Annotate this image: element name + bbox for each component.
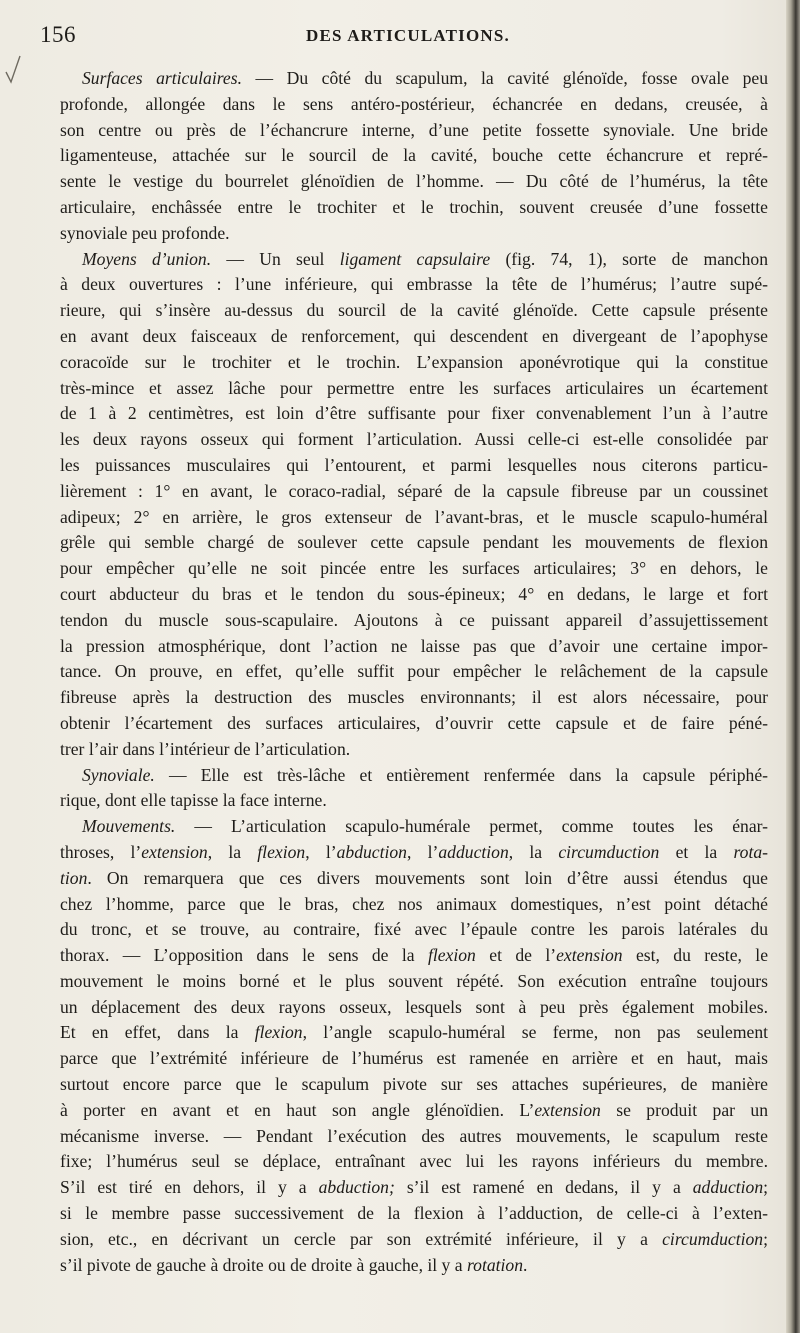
- italic-term: flexion: [257, 841, 306, 862]
- text-run: rieure, qui s’insère au-dessus du sourcil de la cavité glénoïde. Cette capsule présente: [60, 300, 768, 321]
- text-line: [60, 969, 768, 995]
- text-run: . On remarquera que ces divers mouvements sont loin d’être aussi étendus que: [87, 867, 768, 888]
- text-run: du tronc, et se trouve, au contraire, fixé avec l’épaule contre les parois latérales du: [60, 919, 768, 940]
- text-run: mouvement le moins borné et le plus souvent répété. Son exécution entraîne toujours: [60, 970, 768, 991]
- text-line: [60, 530, 768, 556]
- text-line: [60, 892, 768, 918]
- text-run: Et en effet, dans la: [60, 1022, 255, 1043]
- text-line: [60, 298, 768, 324]
- text-run: ;: [763, 1228, 768, 1249]
- page-header: [38, 18, 778, 58]
- text-line: [60, 169, 768, 195]
- text-run: sion, etc., en décrivant un cercle par son extrémité inférieure, il y a: [60, 1228, 663, 1249]
- italic-term: Synoviale.: [82, 764, 155, 785]
- text-line: [60, 814, 768, 840]
- text-run: , l’: [305, 841, 337, 862]
- body-text: [60, 66, 769, 1275]
- text-run: très-mince et assez lâche pour permettre entre les surfaces articulaires un écartement: [60, 377, 768, 398]
- text-run: tance. On prouve, en effet, qu’elle suffit pour empêcher le relâchement de la capsule: [60, 661, 768, 682]
- text-line: [60, 582, 768, 608]
- text-run: S’il est tiré en dehors, il y a: [60, 1177, 319, 1198]
- text-run: se produit par un: [600, 1099, 768, 1120]
- text-line: [60, 1253, 768, 1279]
- italic-term: flexion: [254, 1022, 303, 1043]
- text-run: les puissances musculaires qui l’entourent, et parmi lesquelles nous citerons particu-: [60, 454, 768, 475]
- text-run: , la: [508, 841, 559, 862]
- text-line: [60, 143, 768, 169]
- text-run: (fig. 74, 1), sorte de manchon: [490, 248, 768, 269]
- text-line: [60, 711, 768, 737]
- text-run: thorax. — L’opposition dans le sens de la: [60, 945, 428, 966]
- text-line: [60, 376, 768, 402]
- text-line: [60, 634, 768, 660]
- text-line: [60, 1124, 768, 1150]
- text-line: [60, 1149, 768, 1175]
- text-run: la pression atmosphérique, dont l’action ne laisse pas que d’avoir une certaine impor-: [60, 635, 768, 656]
- text-run: profonde, allongée dans le sens antéro-postérieur, échancrée en dedans, creusée, à: [60, 93, 768, 114]
- text-run: obtenir l’écartement des surfaces articulaires, d’ouvrir cette capsule et de faire péné-: [60, 712, 768, 733]
- text-line: [60, 272, 768, 298]
- italic-term: rota-: [733, 841, 769, 862]
- text-run: articulaire, enchâssée entre le trochiter et le trochin, souvent creusée d’une fossette: [60, 196, 768, 217]
- text-run: trer l’air dans l’intérieur de l’articulation.: [60, 738, 351, 759]
- text-line: [60, 866, 768, 892]
- page-number: 156: [40, 22, 76, 47]
- italic-term: flexion: [427, 945, 476, 966]
- text-run: lièrement : 1° en avant, le coraco-radial, séparé de la capsule fibreuse par un coussinet: [60, 480, 768, 501]
- text-line: [60, 608, 768, 634]
- text-line: [60, 763, 768, 789]
- text-run: , l’angle scapulo-huméral se ferme, non pas seulement: [302, 1022, 769, 1043]
- text-line: [60, 247, 768, 273]
- text-line: [60, 659, 768, 685]
- italic-term: adduction: [438, 841, 509, 862]
- italic-term: Mouvements.: [82, 816, 176, 837]
- text-run: pour empêcher qu’elle ne soit pincée entre les surfaces articulaires; 3° en dehors, le: [60, 558, 768, 579]
- italic-term: extension: [556, 945, 623, 966]
- text-line: [60, 995, 768, 1021]
- text-run: , la: [207, 841, 258, 862]
- text-line: [60, 505, 768, 531]
- italic-term: extension: [534, 1099, 601, 1120]
- text-run: et la: [659, 841, 734, 862]
- text-run: ;: [763, 1177, 769, 1198]
- italic-term: adduction: [692, 1177, 764, 1198]
- running-head: DES ARTICULATIONS.: [306, 26, 510, 45]
- text-line: [60, 324, 768, 350]
- text-run: parce que l’extrémité inférieure de l’humérus est ramenée en arrière et en haut, mais: [60, 1048, 768, 1069]
- text-line: [60, 350, 768, 376]
- text-line: [60, 118, 768, 144]
- text-line: [60, 1201, 768, 1227]
- text-run: et de l’: [475, 945, 557, 966]
- text-run: s’il est ramené en dedans, il y a: [394, 1177, 693, 1198]
- text-line: [60, 917, 768, 943]
- text-run: un déplacement des deux rayons osseux, lesquels sont à peu près également mobiles.: [60, 996, 768, 1017]
- text-line: [60, 92, 768, 118]
- italic-term: rotation: [466, 1254, 523, 1275]
- pencil-tick-mark: [4, 52, 22, 86]
- text-line: [60, 737, 768, 763]
- text-run: si le membre passe successivement de la flexion à l’adduction, de celle-ci à l’exten-: [60, 1203, 768, 1224]
- text-run: sente le vestige du bourrelet glénoïdien de l’homme. — Du côté de l’humérus, la tête: [60, 171, 768, 192]
- italic-term: extension: [141, 841, 208, 862]
- text-run: à porter en avant et en haut son angle glénoïdien. L’: [60, 1099, 535, 1120]
- text-line: [60, 66, 768, 92]
- italic-term: Moyens d’union.: [82, 248, 212, 269]
- text-line: [60, 1227, 768, 1253]
- text-run: mécanisme inverse. — Pendant l’exécution des autres mouvements, le scapulum reste: [60, 1125, 768, 1146]
- italic-term: circumduction: [558, 841, 660, 862]
- italic-term: abduction: [336, 841, 407, 862]
- text-line: [60, 427, 768, 453]
- italic-term: Surfaces articulaires.: [82, 68, 242, 88]
- text-line: [60, 479, 768, 505]
- italic-term: abduction;: [318, 1177, 395, 1198]
- text-run: chez l’homme, parce que le bras, chez nos animaux domestiques, n’est point détaché: [60, 893, 768, 914]
- text-run: surtout encore parce que le scapulum pivote sur ses attaches supérieures, de manière: [60, 1074, 768, 1095]
- text-run: s’il pivote de gauche à droite ou de droite à gauche, il y a: [60, 1254, 467, 1275]
- text-run: coracoïde sur le trochiter et le trochin. L’expansion aponévrotique qui la constitue: [60, 351, 768, 372]
- text-run: ligamenteuse, attachée sur le sourcil de la cavité, bouche cette échancrure et repré-: [60, 145, 768, 166]
- text-run: les deux rayons osseux qui forment l’articulation. Aussi celle-ci est-elle consolidée par: [60, 429, 768, 450]
- text-run: synoviale peu profonde.: [60, 222, 230, 243]
- text-line: [60, 840, 768, 866]
- text-run: — Du côté du scapulum, la cavité glénoïde, fosse ovale peu: [241, 68, 768, 88]
- text-run: court abducteur du bras et le tendon du sous-épineux; 4° en dedans, le large et fort: [60, 583, 768, 604]
- italic-term: tion: [60, 867, 88, 888]
- text-run: tendon du muscle sous-scapulaire. Ajoutons à ce puissant appareil d’assujettissement: [60, 609, 768, 630]
- text-run: adipeux; 2° en arrière, le gros extenseur de l’avant-bras, et le muscle scapulo-huméral: [60, 506, 768, 527]
- text-line: [60, 453, 768, 479]
- italic-term: ligament capsulaire: [339, 248, 491, 269]
- text-run: de 1 à 2 centimètres, est loin d’être suffisante pour fixer convenablement l’un à l’autre: [60, 403, 768, 424]
- text-line: [60, 1072, 768, 1098]
- text-run: fixe; l’humérus seul se déplace, entraînant avec lui les rayons inférieurs du membre.: [60, 1151, 768, 1172]
- text-run: — Un seul: [211, 248, 340, 269]
- text-line: [60, 401, 768, 427]
- text-run: throses, l’: [60, 841, 142, 862]
- text-line: [60, 1098, 768, 1124]
- text-run: fibreuse après la destruction des muscles environnants; il est alors nécessaire, pour: [60, 687, 768, 708]
- italic-term: circumduction: [662, 1228, 764, 1249]
- text-run: son centre ou près de l’échancrure interne, d’une petite fossette synoviale. Une bride: [60, 119, 768, 140]
- text-run: , l’: [406, 841, 439, 862]
- text-run: .: [523, 1254, 528, 1275]
- text-run: en avant deux faisceaux de renforcement, qui descendent en divergeant de l’apophyse: [60, 325, 768, 346]
- text-line: [60, 195, 768, 221]
- text-line: [60, 1020, 768, 1046]
- text-line: [60, 221, 768, 247]
- text-run: rique, dont elle tapisse la face interne.: [60, 790, 327, 811]
- page-binding-edge: [786, 0, 800, 1333]
- text-run: — Elle est très-lâche et entièrement renfermée dans la capsule périphé-: [154, 764, 768, 785]
- text-line: [60, 556, 768, 582]
- text-run: grêle qui semble chargé de soulever cette capsule pendant les mouvements de flexion: [60, 532, 768, 553]
- text-line: [60, 788, 768, 814]
- text-line: [60, 1175, 768, 1201]
- text-run: — L’articulation scapulo-humérale permet, comme toutes les énar-: [175, 816, 768, 837]
- text-run: à deux ouvertures : l’une inférieure, qui embrasse la tête de l’humérus; l’autre supé-: [60, 274, 768, 295]
- text-run: est, du reste, le: [622, 945, 768, 966]
- text-line: [60, 943, 768, 969]
- text-line: [60, 1046, 768, 1072]
- text-line: [60, 685, 768, 711]
